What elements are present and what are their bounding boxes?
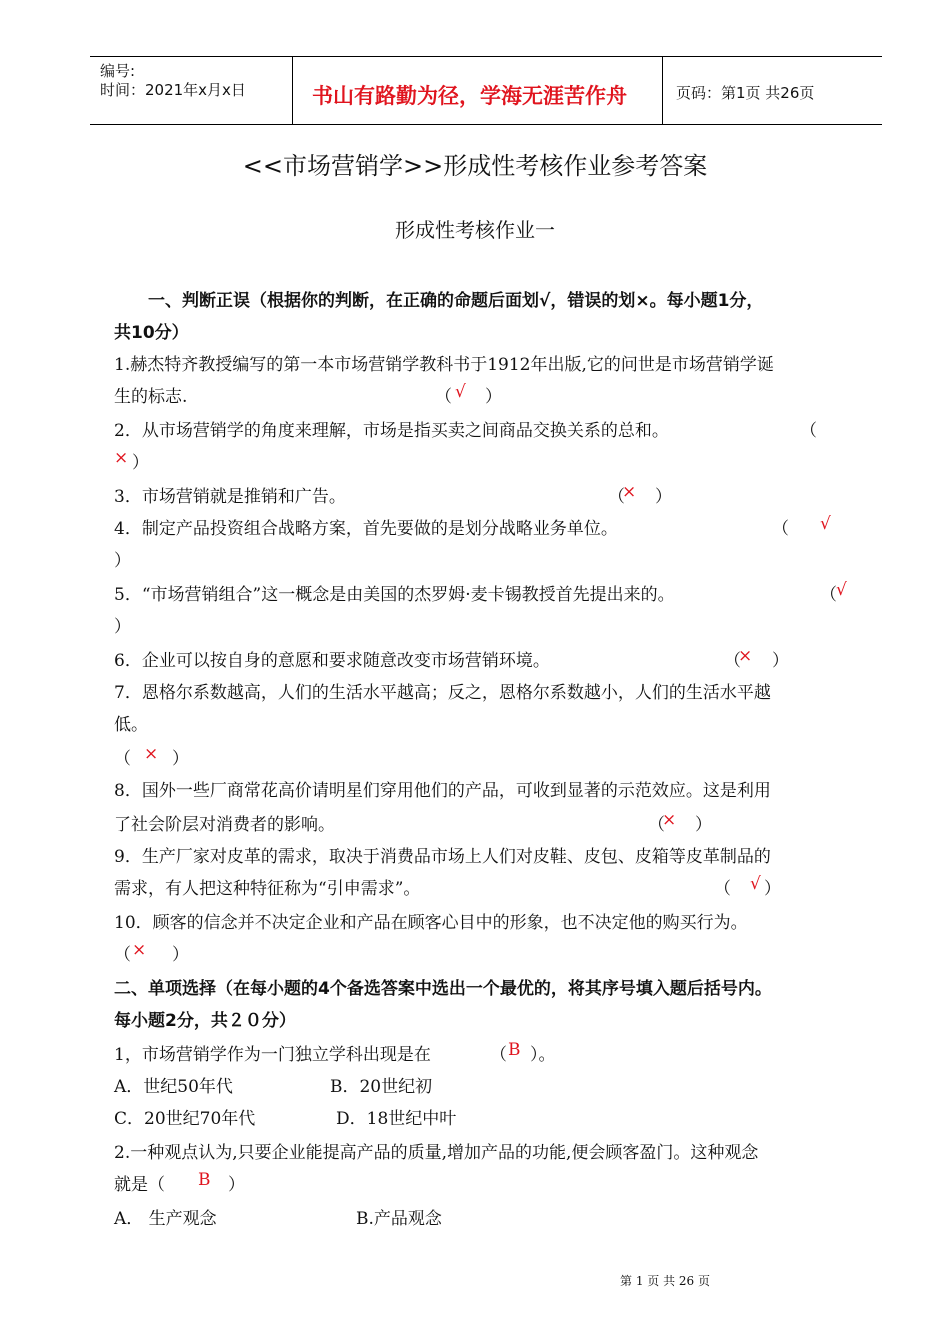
q7-answer: × bbox=[144, 744, 159, 764]
q4-line1: 4．制定产品投资组合战略方案，首先要做的是划分战略业务单位。 bbox=[114, 519, 618, 539]
q3-paren-close: ） bbox=[655, 487, 672, 507]
s2-q1-option-b: B．20世纪初 bbox=[330, 1077, 433, 1097]
q3-answer: × bbox=[622, 482, 637, 502]
q10-paren-close: ） bbox=[172, 945, 189, 965]
s2-q2-paren-close: ） bbox=[228, 1175, 245, 1195]
q2-paren-close: ） bbox=[132, 453, 149, 473]
q1-answer: √ bbox=[455, 382, 466, 402]
s2-q2-line2: 就是（ bbox=[114, 1175, 165, 1195]
header-divider-left bbox=[292, 56, 293, 125]
q7-paren-open: （ bbox=[114, 749, 131, 769]
q5-paren-close: ） bbox=[114, 617, 131, 637]
s2-q1-text: 1，市场营销学作为一门独立学科出现是在 bbox=[114, 1045, 431, 1065]
q8-line2: 了社会阶层对消费者的影响。 bbox=[114, 815, 335, 835]
header-bottom-rule bbox=[90, 124, 882, 125]
section1-heading-line1: 一、判断正误（根据你的判断，在正确的命题后面划√，错误的划×。每小题1分， bbox=[148, 291, 764, 311]
q10-paren-open: （ bbox=[114, 945, 131, 965]
s2-q1-answer: B bbox=[508, 1040, 521, 1060]
q9-paren-close: ） bbox=[764, 879, 781, 899]
q9-paren-open: （ bbox=[714, 879, 731, 899]
q4-paren-open: （ bbox=[772, 519, 789, 539]
q4-answer: √ bbox=[820, 514, 831, 534]
page-title: <<市场营销学>>形成性考核作业参考答案 bbox=[242, 152, 708, 180]
q1-line2: 生的标志. bbox=[114, 387, 188, 407]
q2-paren-open: （ bbox=[800, 421, 817, 441]
q1-line1: 1.赫杰特齐教授编写的第一本市场营销学教科书于1912年出版,它的问世是市场营销学诞 bbox=[114, 355, 774, 375]
q6-paren-open: （ bbox=[724, 651, 741, 671]
header-divider-right bbox=[662, 56, 663, 125]
q2-answer: × bbox=[114, 448, 129, 468]
s2-q1-option-c: C．20世纪70年代 bbox=[114, 1109, 256, 1129]
s2-q1-option-a: A．世纪50年代 bbox=[114, 1077, 233, 1097]
header-number-label: 编号: bbox=[100, 62, 136, 80]
page-footer: 第 1 页 共 26 页 bbox=[620, 1274, 710, 1288]
q2-line1: 2．从市场营销学的角度来理解，市场是指买卖之间商品交换关系的总和。 bbox=[114, 421, 669, 441]
page-subtitle: 形成性考核作业一 bbox=[395, 218, 555, 242]
q6-line1: 6．企业可以按自身的意愿和要求随意改变市场营销环境。 bbox=[114, 651, 550, 671]
header-page-label: 页码：第1页 共26页 bbox=[676, 84, 815, 102]
q1-paren-open: （ bbox=[435, 387, 452, 407]
q7-line1: 7．恩格尔系数越高，人们的生活水平越高；反之，恩格尔系数越小，人们的生活水平越 bbox=[114, 683, 771, 703]
header-top-rule bbox=[90, 56, 882, 57]
q8-paren-open: （ bbox=[648, 815, 665, 835]
q10-answer: × bbox=[132, 940, 147, 960]
q8-paren-close: ） bbox=[695, 815, 712, 835]
q7-paren-close: ） bbox=[172, 749, 189, 769]
q9-line1: 9．生产厂家对皮革的需求，取决于消费品市场上人们对皮鞋、皮包、皮箱等皮革制品的 bbox=[114, 847, 771, 867]
s2-q2-option-b: B.产品观念 bbox=[356, 1209, 442, 1229]
q8-line1: 8．国外一些厂商常花高价请明星们穿用他们的产品，可收到显著的示范效应。这是利用 bbox=[114, 781, 771, 801]
q5-answer: √ bbox=[836, 580, 847, 600]
s2-q2-option-a: A． 生产观念 bbox=[114, 1209, 217, 1229]
s2-q1-paren-close: ）。 bbox=[530, 1045, 556, 1065]
q9-line2: 需求，有人把这种特征称为“引申需求”。 bbox=[114, 879, 421, 899]
q3-line1: 3．市场营销就是推销和广告。 bbox=[114, 487, 346, 507]
s2-q1-option-d: D．18世纪中叶 bbox=[336, 1109, 457, 1129]
section2-heading-line2: 每小题2分，共２０分） bbox=[114, 1011, 296, 1031]
q9-answer: √ bbox=[750, 874, 761, 894]
q6-answer: × bbox=[738, 646, 753, 666]
q6-paren-close: ） bbox=[772, 651, 789, 671]
header-motto: 书山有路勤为径，学海无涯苦作舟 bbox=[312, 84, 627, 108]
s2-q2-line1: 2.一种观点认为,只要企业能提高产品的质量,增加产品的功能,便会顾客盈门。这种观念 bbox=[114, 1143, 759, 1163]
header-time-label: 时间：2021年x月x日 bbox=[100, 81, 246, 99]
q7-line2: 低。 bbox=[114, 715, 148, 735]
q1-paren-close: ） bbox=[485, 387, 502, 407]
q5-paren-open: （ bbox=[820, 585, 837, 605]
q3-paren-open: （ bbox=[608, 487, 625, 507]
section2-heading-line1: 二、单项选择（在每小题的4个备选答案中选出一个最优的，将其序号填入题后括号内。 bbox=[114, 979, 772, 999]
q4-paren-close: ） bbox=[114, 551, 131, 571]
s2-q2-answer: B bbox=[198, 1170, 211, 1190]
s2-q1-paren-open: （ bbox=[490, 1045, 507, 1065]
section1-heading-line2: 共10分） bbox=[114, 323, 189, 343]
q8-answer: × bbox=[662, 810, 677, 830]
q5-line1: 5．“市场营销组合”这一概念是由美国的杰罗姆·麦卡锡教授首先提出来的。 bbox=[114, 585, 675, 605]
q10-line1: 10．顾客的信念并不决定企业和产品在顾客心目中的形象，也不决定他的购买行为。 bbox=[114, 913, 748, 933]
